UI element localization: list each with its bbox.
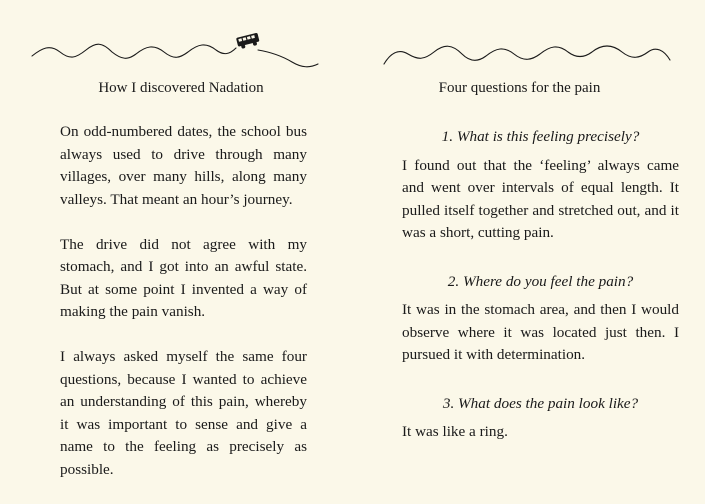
question-1: 1. What is this feeling precisely? — [441, 128, 640, 145]
answer-2: It was in the stomach area, and then I would observe where it was located just then. I pursued it with determination. — [402, 301, 679, 363]
right-page — [352, 0, 705, 499]
left-page-heading: How I discovered Nadation — [98, 80, 264, 96]
wave-illustration — [382, 30, 674, 76]
answer-3: It was like a ring. — [402, 423, 508, 440]
road-wave-illustration — [30, 30, 325, 76]
question-3: 3. What does the pain look like? — [442, 394, 639, 412]
right-page-body — [402, 126, 679, 444]
paragraph-2: The drive did not agree with my stomach, and I got into an awful state. But at some point I invented a way of making the pain vanish. — [60, 235, 307, 320]
question-2: 2. Where do you feel the pain? — [447, 272, 634, 290]
bus-icon — [236, 33, 260, 50]
answer-1: I found out that the ‘feeling’ always came and went over intervals of equal length. It pulled itself together and stretched out, and it was a short, cutting pain. — [402, 156, 679, 241]
right-page-heading: Four questions for the pain — [438, 80, 601, 96]
paragraph-1: On odd-numbered dates, the school bus always used to drive through many villages, over many hills, along many valleys. That meant an hour’s journey. — [60, 123, 307, 208]
left-page-body — [60, 121, 307, 504]
left-page — [0, 0, 352, 499]
paragraph-3: I always asked myself the same four questions, because I wanted to achieve an understanding of this pain, whereby it was important to sense and give a name to the feeling as precisely as possible. — [60, 348, 307, 478]
